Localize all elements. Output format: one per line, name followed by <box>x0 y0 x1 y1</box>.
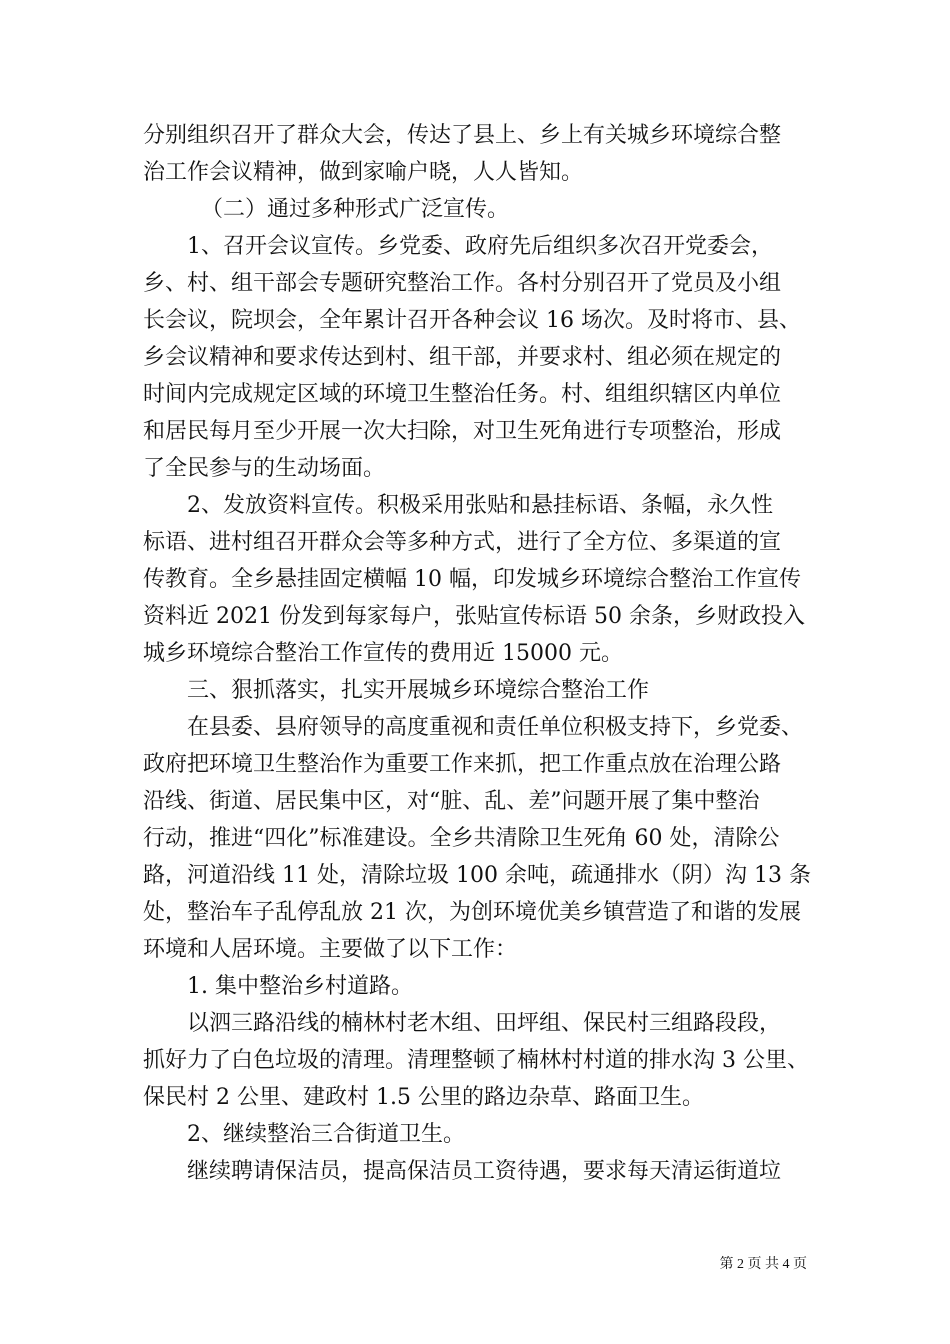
text-line: 了全民参与的生动场面。 <box>143 456 386 481</box>
text-line: 1、召开会议宣传。乡党委、政府先后组织多次召开党委会， <box>187 234 773 259</box>
text-line: 传教育。全乡悬挂固定横幅 10 幅，印发城乡环境综合整治工作宣传 <box>143 567 801 592</box>
text-line: 时间内完成规定区域的环境卫生整治任务。村、组组织辖区内单位 <box>143 382 782 407</box>
text-line: 在县委、县府领导的高度重视和责任单位积极支持下，乡党委、 <box>187 715 804 740</box>
text-line: 2、发放资料宣传。积极采用张贴和悬挂标语、条幅，永久性 <box>187 493 773 518</box>
text-line: 抓好力了白色垃圾的清理。清理整顿了楠林村村道的排水沟 3 公里、 <box>143 1048 809 1073</box>
text-line: 处，整治车子乱停乱放 21 次，为创环境优美乡镇营造了和谐的发展 <box>143 900 801 925</box>
text-line: 以泗三路沿线的楠林村老木组、田坪组、保民村三组路段段， <box>187 1011 782 1036</box>
text-line: 保民村 2 公里、建政村 1.5 公里的路边杂草、路面卫生。 <box>143 1085 704 1110</box>
page-number: 第 2 页 共 4 页 <box>719 1257 807 1272</box>
text-line: 分别组织召开了群众大会，传达了县上、乡上有关城乡环境综合整 <box>143 123 782 148</box>
section-heading: 1. 集中整治乡村道路。 <box>187 974 413 999</box>
text-line: 环境和人居环境。主要做了以下工作： <box>143 937 518 962</box>
text-line: 和居民每月至少开展一次大扫除，对卫生死角进行专项整治，形成 <box>143 419 782 444</box>
text-line: 长会议，院坝会，全年累计召开各种会议 16 场次。及时将市、县、 <box>143 308 801 333</box>
section-heading: 三、狠抓落实，扎实开展城乡环境综合整治工作 <box>187 678 650 703</box>
text-line: 城乡环境综合整治工作宣传的费用近 15000 元。 <box>143 641 623 666</box>
text-line: 治工作会议精神，做到家喻户晓，人人皆知。 <box>143 160 584 185</box>
text-line: 乡会议精神和要求传达到村、组干部，并要求村、组必须在规定的 <box>143 345 782 370</box>
text-line: 政府把环境卫生整治作为重要工作来抓，把工作重点放在治理公路 <box>143 752 782 777</box>
text-line: 继续聘请保洁员，提高保洁员工资待遇，要求每天清运街道垃 <box>187 1159 782 1184</box>
text-line: 路，河道沿线 11 处，清除垃圾 100 余吨，疏通排水（阴）沟 13 条 <box>143 863 811 888</box>
text-line: 标语、进村组召开群众会等多种方式，进行了全方位、多渠道的宣 <box>143 530 782 555</box>
text-line: 沿线、街道、居民集中区，对“脏、乱、差”问题开展了集中整治 <box>143 789 760 814</box>
section-heading: （二）通过多种形式广泛宣传。 <box>201 197 510 222</box>
text-line: 行动，推进“四化”标准建设。全乡共清除卫生死角 60 处，清除公 <box>143 826 780 851</box>
text-line: 乡、村、组干部会专题研究整治工作。各村分别召开了党员及小组 <box>143 271 782 296</box>
text-line: 资料近 2021 份发到每家每户，张贴宣传标语 50 余条，乡财政投入 <box>143 604 805 629</box>
section-heading: 2、继续整治三合街道卫生。 <box>187 1122 465 1147</box>
